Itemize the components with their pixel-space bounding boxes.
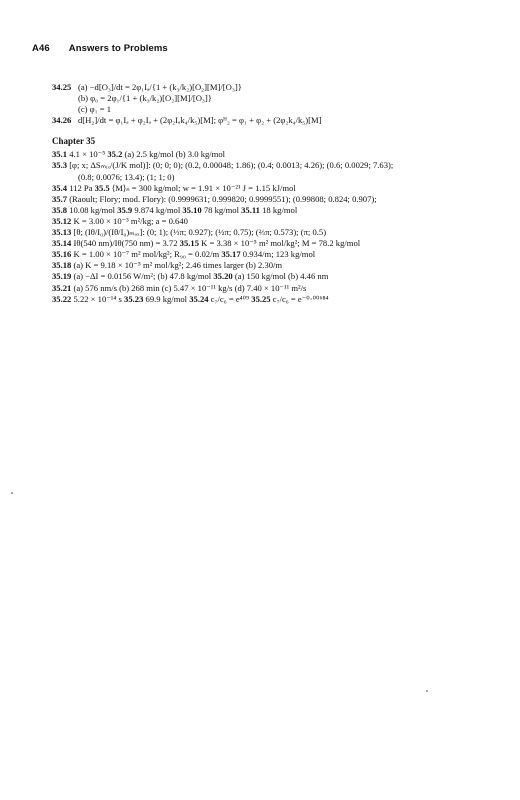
scan-speck: [11, 492, 13, 494]
answer-number: 35.7: [52, 193, 68, 204]
answer-number: 35.5: [94, 182, 110, 193]
answer-number: 35.14: [52, 238, 72, 249]
page-number: A46: [32, 43, 50, 54]
answer-number: 34.26: [52, 115, 72, 126]
answer-number: 35.11: [241, 204, 260, 215]
answer-line: 35.18 (a) K = 9.18 × 10⁻⁵ m² mol/kg²; 2.46 times larger (b) 2.30/m: [52, 260, 283, 271]
answer-line: 35.19 (a) −ΔI = 0.0156 W/m²; (b) 47.8 kg/mol 35.20 (a) 150 kg/mol (b) 4.46 nm: [52, 271, 329, 282]
answer-number: 35.13: [52, 227, 72, 238]
answer-number: 35.15: [179, 238, 199, 249]
answer-line: 35.3 [φ; x; ΔSₘᵢₓ/(J/K mol)]: (0; 0; 0); (0.2, 0.00048; 1.86); (0.4; 0.0013; 4.26); (0.6; 0.0029; 7.63);: [52, 160, 394, 171]
answer-line: [52, 104, 502, 115]
answer-number: 35.19: [52, 271, 72, 282]
answer-number: 35.9: [117, 204, 133, 215]
answer-number: 35.1: [52, 149, 68, 160]
answer-number: 35.21: [52, 282, 72, 293]
answer-line: [52, 115, 502, 126]
running-header: [32, 43, 168, 54]
answer-number: 35.22: [52, 293, 72, 304]
answer-line: 35.4 112 Pa 35.5 ⟨M⟩ₙ = 300 kg/mol; w = 1.91 × 10⁻²¹ J = 1.15 kJ/mol: [52, 182, 296, 193]
chapter-heading: Chapter 35: [52, 136, 96, 147]
answer-text: (c) φ₁ = 1: [78, 104, 112, 115]
answer-line: [52, 82, 502, 93]
scan-speck: [426, 690, 428, 692]
answer-number: 34.25: [52, 82, 72, 92]
answer-text: (a) −d[O₃]/dt = 2φ₁Iₐ/{1 + (k₃/k₂)[O₂][M]/[O₃]}: [78, 82, 242, 92]
answer-line: 35.8 10.08 kg/mol 35.9 9.874 kg/mol 35.10 78 kg/mol 35.11 18 kg/mol: [52, 204, 298, 215]
chapter-34-answers: [52, 82, 502, 126]
answer-line: 35.1 4.1 × 10⁻⁵ 35.2 (a) 2.5 kg/mol (b) 3.0 kg/mol: [52, 149, 226, 160]
answer-line: 35.12 K = 3.00 × 10⁻³ m²/kg; a = 0.640: [52, 215, 188, 226]
answer-number: 35.4: [52, 182, 68, 193]
answer-number: 35.2: [107, 149, 123, 160]
answer-text: d[H₂]/dt = φ₁Iₐ + φ₂Iₐ + (2φ₂Iₐk₄/k₅)[M]; φᴴ₂ = φ₁ + φ₂ + (2φ₂k₄/k₅)[M]: [78, 115, 322, 126]
answer-number: 35.16: [52, 249, 72, 260]
answer-line: 35.22 5.22 × 10⁻¹⁴ s 35.23 69.9 kg/mol 35.24 c₇/c₆ = e⁴⁰⁹ 35.25 c₇/c₆ = e⁻⁰·⁰⁰⁶⁸⁴: [52, 293, 329, 304]
answer-line: 35.21 (a) 576 nm/s (b) 268 min (c) 5.47 × 10⁻¹¹ kg/s (d) 7.40 × 10⁻¹¹ m²/s: [52, 282, 307, 293]
answer-line: [52, 93, 502, 104]
answer-number: 35.23: [124, 293, 144, 304]
answer-number: 35.18: [52, 260, 72, 271]
answer-number: 35.12: [52, 215, 72, 226]
answer-line: (0.8; 0.0076; 13.4); (1; 1; 0): [78, 171, 175, 182]
answer-line: 35.13 [θ; (Iθ/I₀)/(Iθ/I₀)ₘₐₓ]: (0; 1); (⅓π; 0.927); (½π; 0.75); (⅔π; 0.573); (π; 0.5): [52, 227, 327, 238]
chapter-35-answers: [52, 149, 502, 304]
answer-number: 35.17: [221, 249, 241, 260]
answer-number: 35.8: [52, 204, 68, 215]
answer-number: 35.10: [182, 204, 202, 215]
answer-text: (b) φ₀ = 2φ₁/{1 + (k₃/k₂)[O₂][M]/[O₃]}: [78, 93, 212, 104]
answers-body: [52, 82, 502, 305]
answer-number: 35.3: [52, 160, 68, 171]
header-title: Answers to Problems: [68, 43, 168, 54]
answer-number: 35.25: [251, 293, 271, 304]
answer-number: 35.20: [213, 271, 233, 282]
answer-line: 35.7 (Raoult; Flory; mod. Flory): (0.9999631; 0.999820; 0.9999551); (0.99808; 0.824; 0.907);: [52, 193, 377, 204]
answer-line: 35.16 K = 1.00 × 10⁻⁷ m² mol/kg²; R₉₀ = 0.02/m 35.17 0.934/m; 123 kg/mol: [52, 249, 316, 260]
answer-number: 35.24: [189, 293, 209, 304]
answer-line: 35.14 Iθ(540 nm)/Iθ(750 nm) = 3.72 35.15 K = 3.38 × 10⁻⁵ m² mol/kg²; M = 78.2 kg/mol: [52, 238, 361, 249]
